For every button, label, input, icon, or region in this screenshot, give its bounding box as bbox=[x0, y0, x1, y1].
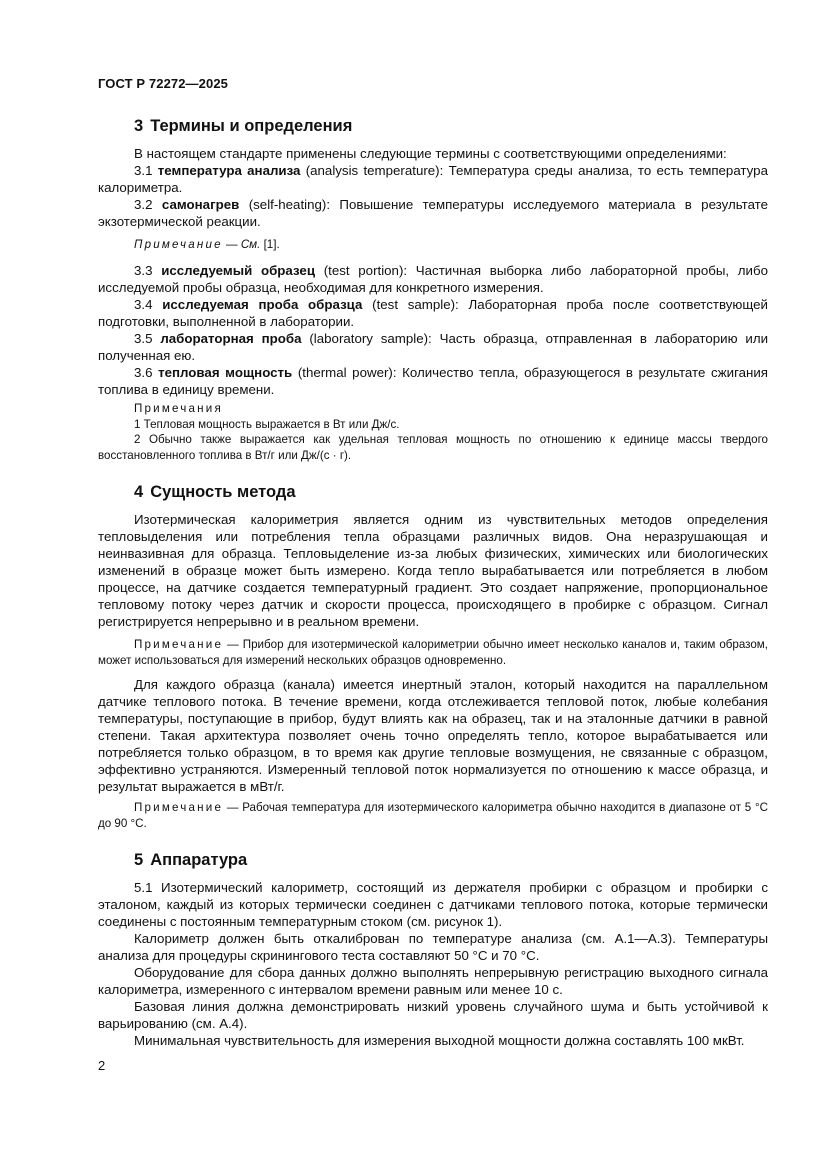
section-number: 4 bbox=[134, 483, 144, 501]
term-name: тепловая мощность bbox=[158, 365, 293, 380]
notes-label: Примечания bbox=[134, 402, 223, 415]
term-definition: Температура среды анализа, то есть температура калориметра. bbox=[98, 163, 768, 195]
body-paragraph: Изотермическая калориметрия является одним из чувствительных методов определения тепловыделения или потребления тепла образцами различных видов. Она неразрушающая и неинвазивная для образца. Тепловыделение из-за любых физических, химических или биологических изменений в образце может быть измерено. Когда тепло вырабатывается или потребляется в любом процессе, на датчике создается температурный градиент. Это создает напряжение, пропорциональное тепловому потоку через датчик и скорости процесса, происходящего в пробирке с образцом. Сигнал регистрируется непрерывно и в реальном времени. bbox=[98, 512, 768, 629]
section-3-body bbox=[98, 145, 768, 230]
notes-3-6 bbox=[98, 401, 768, 463]
term-english: (analysis temperature): bbox=[305, 163, 444, 178]
term-name: температура анализа bbox=[157, 163, 301, 178]
section-title: Аппаратура bbox=[150, 851, 248, 869]
term-name: исследуемая проба образца bbox=[162, 297, 363, 312]
note-dash: — bbox=[222, 238, 241, 251]
body-paragraph: Минимальная чувствительность для измерения выходной мощности должна составлять 100 мкВт. bbox=[134, 1033, 745, 1048]
body-paragraph: Базовая линия должна демонстрировать низкий уровень случайного шума и быть устойчивой к варьированию (см. А.4). bbox=[98, 999, 768, 1031]
term-number: 3.2 bbox=[134, 197, 153, 212]
term-3-6 bbox=[98, 364, 768, 398]
term-english: (laboratory sample): bbox=[309, 331, 432, 346]
note-3-2 bbox=[98, 237, 768, 253]
section-title: Сущность метода bbox=[150, 483, 296, 501]
term-definition: Часть образца, отправленная в лабораторию или полученная ею. bbox=[98, 331, 769, 363]
note-item: 1 Тепловая мощность выражается в Вт или Дж/с. bbox=[134, 417, 400, 431]
note-text: — Рабочая температура для изотермического калориметра обычно находится в диапазоне от 5 °С до 90 °С. bbox=[98, 801, 768, 830]
body-paragraph: Для каждого образца (канала) имеется инертный эталон, который находится на параллельном датчике теплового потока. В течение времени, когда отслеживается тепловой поток, любые колебания температуры, поступающие в прибор, будут влиять как на образец, так и на эталонные датчики в равной степени. Такая архитектура позволяет очень точно определять тепло, которое вырабатывается или потребляется только образцом, в то время как другие тепловые возмущения, не связанные с образцом, эффективно устраняются. Измеренный тепловой поток нормализуется по отношению к массе образца, и результат выражается в мВт/г. bbox=[98, 677, 768, 794]
term-name: исследуемый образец bbox=[161, 263, 315, 278]
section-5-heading bbox=[134, 851, 247, 870]
section-number: 5 bbox=[134, 851, 144, 869]
term-number: 3.3 bbox=[134, 263, 153, 278]
term-english: (test sample): bbox=[372, 297, 459, 312]
section-4-paragraph-2 bbox=[98, 676, 768, 795]
note-reference: [1]. bbox=[260, 238, 280, 251]
body-paragraph: Оборудование для сбора данных должно выполнять непрерывную регистрацию выходного сигнала калориметра, измеренного с интервалом времени равным или менее 10 с. bbox=[98, 965, 768, 997]
term-3-1 bbox=[98, 162, 768, 196]
note-label: Примечание bbox=[134, 238, 223, 251]
term-name: самонагрев bbox=[161, 197, 240, 212]
term-definition: Повышение температуры исследуемого материала в результате экзотермической реакции. bbox=[98, 197, 769, 229]
note-label: Примечание bbox=[134, 638, 224, 651]
term-definition: Лабораторная проба после соответствующей подготовки, выполненной в лаборатории. bbox=[98, 297, 768, 329]
page-number: 2 bbox=[98, 1058, 106, 1073]
term-number: 3.5 bbox=[134, 331, 153, 346]
section-title: Термины и определения bbox=[150, 117, 353, 135]
section-3-heading bbox=[134, 117, 352, 136]
section-4-paragraph-1 bbox=[98, 511, 768, 630]
terms-3-3-to-3-6 bbox=[98, 262, 768, 398]
body-paragraph: 5.1 Изотермический калориметр, состоящий из держателя пробирки с образцом и пробирки с эталоном, каждый из которых термически соединен с датчиками теплового потока, которые термически соединены с постоянным температурным стоком (см. рисунок 1). bbox=[98, 880, 768, 929]
section-4-note-2 bbox=[98, 800, 768, 831]
body-paragraph: Калориметр должен быть откалиброван по температуре анализа (см. А.1—А.3). Температуры анализа для процедуры скринингового теста составляют 50 °С и 70 °С. bbox=[98, 931, 768, 963]
section-5-body bbox=[98, 879, 768, 1049]
term-3-5 bbox=[98, 330, 768, 364]
term-3-4 bbox=[98, 296, 768, 330]
term-english: (self-heating): bbox=[248, 197, 331, 212]
section-4-heading bbox=[134, 483, 296, 502]
section-number: 3 bbox=[134, 117, 144, 135]
term-3-2 bbox=[98, 196, 768, 230]
note-label: Примечание bbox=[134, 801, 224, 814]
section-4-note-1 bbox=[98, 637, 768, 668]
term-definition: Количество тепла, образующегося в результате сжигания топлива в единицу времени. bbox=[98, 365, 768, 397]
term-number: 3.1 bbox=[134, 163, 153, 178]
intro-paragraph: В настоящем стандарте применены следующие термины с соответствующими определениями: bbox=[134, 146, 727, 161]
term-3-3 bbox=[98, 262, 768, 296]
term-english: (test portion): bbox=[323, 263, 408, 278]
note-item: 2 Обычно также выражается как удельная тепловая мощность по отношению к единице массы твердого восстановленного топлива в Вт/г или Дж/(с · г). bbox=[98, 433, 768, 462]
term-number: 3.6 bbox=[134, 365, 153, 380]
note-text: — Прибор для изотермической калориметрии обычно имеет несколько каналов и, таким образом, может использоваться для измерений нескольких образцов одновременно. bbox=[98, 638, 768, 667]
term-definition: Частичная выборка либо лабораторной пробы, либо исследуемой пробы образца, необходимая для конкретного измерения. bbox=[98, 263, 768, 295]
term-name: лабораторная проба bbox=[160, 331, 302, 346]
document-header: ГОСТ Р 72272—2025 bbox=[98, 76, 228, 91]
term-english: (thermal power): bbox=[297, 365, 397, 380]
note-see: См. bbox=[240, 238, 261, 251]
term-number: 3.4 bbox=[134, 297, 153, 312]
